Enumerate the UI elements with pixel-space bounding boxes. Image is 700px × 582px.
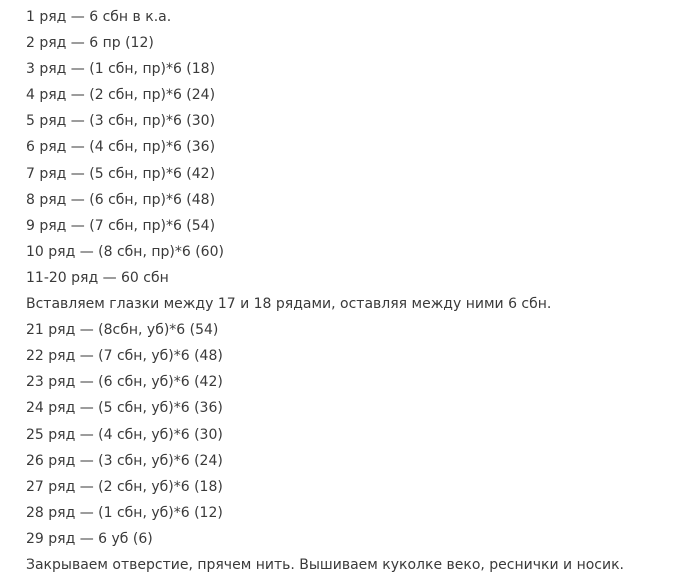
pattern-line-row-27: 27 ряд — (2 сбн, уб)*6 (18) — [26, 478, 223, 495]
pattern-line-row-23: 23 ряд — (6 сбн, уб)*6 (42) — [26, 374, 223, 391]
pattern-line-row-6: 6 ряд — (4 сбн, пр)*6 (36) — [26, 139, 216, 156]
pattern-line-row-26: 26 ряд — (3 сбн, уб)*6 (24) — [26, 452, 223, 469]
pattern-line-row-24: 24 ряд — (5 сбн, уб)*6 (36) — [26, 400, 223, 417]
pattern-line-row-8: 8 ряд — (6 сбн, пр)*6 (48) — [26, 191, 216, 208]
pattern-line-row-22: 22 ряд — (7 сбн, уб)*6 (48) — [26, 348, 223, 365]
pattern-line-row-4: 4 ряд — (2 сбн, пр)*6 (24) — [26, 87, 216, 104]
pattern-line-row-7: 7 ряд — (5 сбн, пр)*6 (42) — [26, 165, 216, 182]
pattern-line-row-2: 2 ряд — 6 пр (12) — [26, 35, 154, 52]
pattern-line-row-1: 1 ряд — 6 сбн в к.а. — [26, 9, 172, 25]
pattern-line-row-28: 28 ряд — (1 сбн, уб)*6 (12) — [26, 504, 223, 521]
pattern-line-row-25: 25 ряд — (4 сбн, уб)*6 (30) — [26, 426, 223, 443]
pattern-line-rows-11-20: 11-20 ряд — 60 сбн — [26, 269, 169, 286]
pattern-instruction-eyes: Вставляем глазки между 17 и 18 рядами, оставляя между ними 6 сбн. — [26, 296, 552, 313]
crochet-pattern-text — [26, 4, 696, 578]
pattern-line-row-9: 9 ряд — (7 сбн, пр)*6 (54) — [26, 217, 216, 234]
pattern-line-row-10: 10 ряд — (8 сбн, пр)*6 (60) — [26, 243, 224, 260]
pattern-instruction-finish: Закрываем отверстие, прячем нить. Вышиваем куколке веко, реснички и носик. — [26, 556, 624, 573]
pattern-line-row-29: 29 ряд — 6 уб (6) — [26, 530, 153, 547]
pattern-line-row-5: 5 ряд — (3 сбн, пр)*6 (30) — [26, 113, 216, 130]
pattern-line-row-3: 3 ряд — (1 сбн, пр)*6 (18) — [26, 61, 216, 78]
pattern-line-row-21: 21 ряд — (8сбн, уб)*6 (54) — [26, 322, 219, 339]
